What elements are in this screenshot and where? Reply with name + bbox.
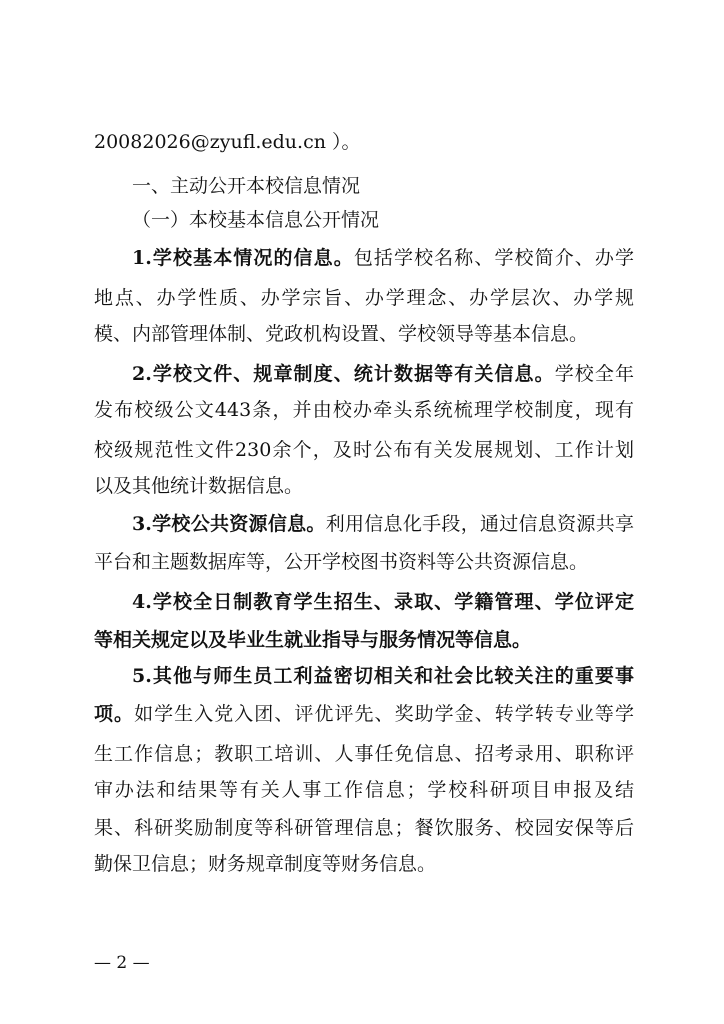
email-continuation-line: 20082026@zyufl.edu.cn ）。: [94, 131, 361, 153]
paragraph-5-line-3: 生工作信息；教职工培训、人事任免信息、招考录用、职称评: [94, 743, 634, 765]
paragraph-3-text: 利用信息化手段，通过信息资源共享: [325, 513, 634, 535]
paragraph-5-title-end: 项。: [94, 703, 135, 725]
paragraph-3-title: 3.学校公共资源信息。: [132, 513, 326, 535]
paragraph-4-line-2: 等相关规定以及毕业生就业指导与服务情况等信息。: [94, 629, 532, 651]
paragraph-1-title: 1.学校基本情况的信息。: [132, 247, 354, 269]
section-heading: 一、主动公开本校信息情况: [132, 175, 361, 197]
paragraph-1-line-3: 模、内部管理体制、党政机构设置、学校领导等基本信息。: [94, 323, 589, 345]
paragraph-5-text: 如学生入党入团、评优评先、奖助学金、转学转专业等学: [134, 703, 634, 725]
paragraph-5-line-2: [94, 702, 634, 726]
subsection-heading: （一）本校基本信息公开情况: [132, 209, 380, 231]
paragraph-2-text: 学校全年: [554, 363, 634, 385]
paragraph-4-line-1: 4.学校全日制教育学生招生、录取、学籍管理、学位评定: [132, 591, 634, 613]
paragraph-1-line-2: 地点、办学性质、办学宗旨、办学理念、办学层次、办学规: [94, 287, 634, 309]
paragraph-5-line-5: 果、科研奖励制度等科研管理信息；餐饮服务、校园安保等后: [94, 817, 634, 839]
paragraph-1-text: 包括学校名称、学校简介、办学: [353, 247, 634, 269]
paragraph-5-line-1: 5.其他与师生员工利益密切相关和社会比较关注的重要事: [132, 665, 634, 687]
paragraph-2-line-4: 以及其他统计数据信息。: [94, 475, 304, 497]
paragraph-5-line-4: 审办法和结果等有关人事工作信息；学校科研项目申报及结: [94, 779, 634, 801]
paragraph-2-title: 2.学校文件、规章制度、统计数据等有关信息。: [132, 363, 555, 385]
paragraph-5-line-6: 勤保卫信息；财务规章制度等财务信息。: [94, 853, 437, 875]
paragraph-2-line-1: [132, 362, 634, 386]
paragraph-2-line-2: 发布校级公文443条，并由校办牵头系统梳理学校制度，现有: [94, 399, 634, 421]
paragraph-3-line-1: [132, 512, 634, 536]
paragraph-2-line-3: 校级规范性文件230余个，及时公布有关发展规划、工作计划: [94, 439, 634, 461]
paragraph-3-line-2: 平台和主题数据库等，公开学校图书资料等公共资源信息。: [94, 551, 589, 573]
paragraph-1-line-1: [132, 246, 634, 270]
page-number: — 2 —: [94, 953, 150, 973]
